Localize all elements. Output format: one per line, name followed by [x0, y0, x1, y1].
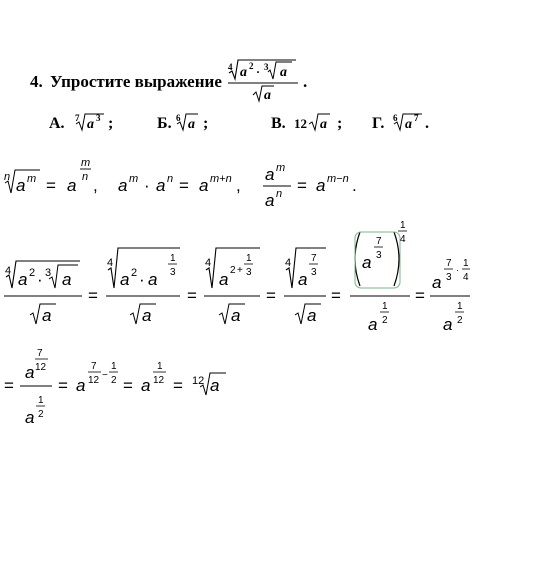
root-index: 4	[228, 62, 233, 72]
end-dot: .	[352, 176, 357, 195]
separator: .	[425, 115, 429, 132]
step-5	[350, 220, 410, 334]
separator: ;	[337, 115, 343, 132]
base-var: a	[16, 176, 26, 195]
exponent: n	[167, 173, 174, 185]
exponent: 2	[29, 267, 36, 279]
left-paren	[355, 232, 360, 286]
equals-sign: =	[46, 176, 56, 195]
exponent-numerator: 1	[38, 395, 44, 406]
plus-sign: +	[237, 265, 243, 276]
exponent-denominator: 3	[446, 272, 452, 283]
option-b[interactable]	[157, 113, 208, 132]
exponent-rules	[4, 157, 357, 210]
root-index: 4	[285, 257, 292, 269]
base-var: a	[141, 376, 151, 395]
exponent-numerator: 7	[376, 236, 382, 247]
base-var: a	[148, 270, 158, 289]
problem-header	[30, 60, 307, 103]
base-var: a	[142, 306, 152, 325]
equals-sign: =	[4, 376, 14, 395]
base-var: a	[307, 306, 317, 325]
exponent-denominator: 3	[376, 250, 382, 261]
root-index: 3	[264, 62, 269, 72]
exponent-numerator: 1	[400, 220, 406, 231]
base-var: a	[42, 306, 52, 325]
crop-mask	[471, 220, 541, 340]
base-var: a	[432, 273, 442, 292]
base-var: a	[87, 117, 94, 132]
exponent-numerator: 7	[37, 348, 43, 359]
base-var: a	[298, 270, 308, 289]
dot-operator: ·	[256, 65, 261, 79]
final-answer	[192, 373, 226, 395]
exponent: m	[129, 173, 139, 185]
solution-line-2	[4, 348, 226, 427]
dot-operator: ·	[144, 176, 150, 195]
problem-prompt: Упростите выражение	[50, 72, 222, 91]
base-var: a	[405, 117, 412, 132]
equals-sign: =	[58, 376, 68, 395]
exponent-denominator: 4	[463, 272, 469, 283]
exponent-denominator: 12	[153, 375, 165, 386]
dot-operator: ·	[37, 270, 43, 289]
root-index: 7	[75, 113, 80, 123]
exponent-numerator: 1	[111, 361, 117, 372]
base-var: a	[199, 176, 209, 195]
equals-sign: =	[179, 176, 189, 195]
option-a[interactable]	[49, 113, 113, 132]
root-index: 6	[393, 113, 398, 123]
equals-sign: =	[415, 286, 425, 305]
problem-expression	[228, 60, 298, 103]
exponent-numerator: 1	[246, 253, 252, 264]
base-var: a	[67, 176, 77, 195]
equals-sign: =	[187, 286, 197, 305]
base-var: a	[316, 176, 326, 195]
exponent-denominator: 2	[382, 315, 388, 326]
exponent-numerator: 1	[382, 301, 388, 312]
exponent-denominator: 12	[88, 375, 100, 386]
step-9	[141, 361, 166, 395]
base-var: a	[188, 117, 195, 132]
exponent-numerator: 1	[157, 361, 163, 372]
root-index: 12	[294, 116, 307, 131]
separator: ;	[108, 115, 114, 132]
step-2	[106, 248, 180, 325]
step-7	[20, 348, 52, 427]
option-letter: Г.	[372, 115, 385, 132]
dot-operator: ·	[456, 265, 459, 275]
exponent-numerator: 1	[170, 253, 176, 264]
base-var: a	[219, 270, 229, 289]
step-3	[204, 248, 260, 325]
base-var: a	[25, 408, 35, 427]
base-var: a	[443, 315, 453, 334]
root-index: 3	[45, 267, 52, 279]
problem-number: 4.	[30, 72, 43, 91]
separator: ;	[203, 115, 209, 132]
base-var: a	[210, 376, 220, 395]
exponent: m−n	[327, 173, 349, 185]
solution-line-1	[4, 220, 541, 340]
equals-sign: =	[173, 376, 183, 395]
base-var: a	[231, 306, 241, 325]
right-paren	[394, 232, 399, 286]
root-index: 12	[192, 375, 205, 387]
exponent-numerator: 1	[457, 301, 463, 312]
base-var: a	[76, 376, 86, 395]
dot-operator: ·	[139, 270, 145, 289]
exponent-denominator: 2	[457, 315, 463, 326]
step-6	[430, 258, 470, 334]
option-c[interactable]	[271, 114, 342, 132]
comma: ,	[93, 176, 98, 195]
exponent: 2	[131, 267, 138, 279]
end-dot: .	[303, 72, 308, 91]
exponent: 2	[249, 61, 254, 71]
base-var: a	[280, 65, 287, 80]
exponent: m	[276, 162, 286, 174]
equals-sign: =	[331, 286, 341, 305]
option-letter: А.	[49, 115, 65, 132]
exponent-denominator: 3	[311, 267, 317, 278]
base-var: a	[62, 270, 72, 289]
exponent: 7	[414, 113, 419, 123]
exponent: 2	[230, 265, 236, 276]
base-var: a	[25, 363, 35, 382]
exponent: m+n	[210, 173, 232, 185]
step-4	[284, 248, 326, 325]
exponent-denominator: n	[82, 171, 89, 183]
equals-sign: =	[88, 286, 98, 305]
base-var: a	[118, 176, 128, 195]
base-var: a	[240, 65, 247, 80]
step-8	[76, 361, 118, 395]
exponent-denominator: 12	[35, 362, 47, 373]
base-var: a	[120, 270, 130, 289]
base-var: a	[264, 88, 271, 103]
comma: ,	[236, 176, 241, 195]
exponent-numerator: 7	[311, 253, 317, 264]
exponent: m	[27, 173, 37, 185]
exponent-numerator: 7	[91, 361, 97, 372]
option-letter: Б.	[157, 115, 172, 132]
base-var: a	[368, 315, 378, 334]
equals-sign: =	[266, 286, 276, 305]
exponent: 3	[96, 113, 101, 123]
base-var: a	[265, 191, 275, 210]
equals-sign: =	[297, 176, 307, 195]
exponent-denominator: 2	[111, 375, 117, 386]
step-1	[4, 261, 82, 325]
exponent-denominator: 3	[170, 267, 176, 278]
equals-sign: =	[123, 376, 133, 395]
exponent-numerator: 7	[446, 258, 452, 269]
base-var: a	[18, 270, 28, 289]
base-var: a	[156, 176, 166, 195]
option-letter: В.	[271, 115, 286, 132]
base-var: a	[362, 253, 372, 272]
exponent: n	[276, 188, 283, 200]
minus-sign: −	[102, 370, 108, 381]
exponent-denominator: 4	[400, 234, 406, 245]
root-index: 4	[107, 257, 114, 269]
base-var: a	[320, 117, 327, 132]
exponent-denominator: 3	[246, 267, 252, 278]
root-index: 4	[5, 265, 12, 277]
option-d[interactable]	[372, 113, 429, 132]
exponent-denominator: 2	[38, 409, 44, 420]
answer-options	[49, 113, 429, 132]
root-index: 6	[176, 113, 181, 123]
base-var: a	[265, 165, 275, 184]
root-index: 4	[205, 257, 212, 269]
root-index: n	[4, 171, 11, 183]
exponent-numerator: 1	[463, 258, 469, 269]
exponent-numerator: m	[81, 157, 91, 169]
